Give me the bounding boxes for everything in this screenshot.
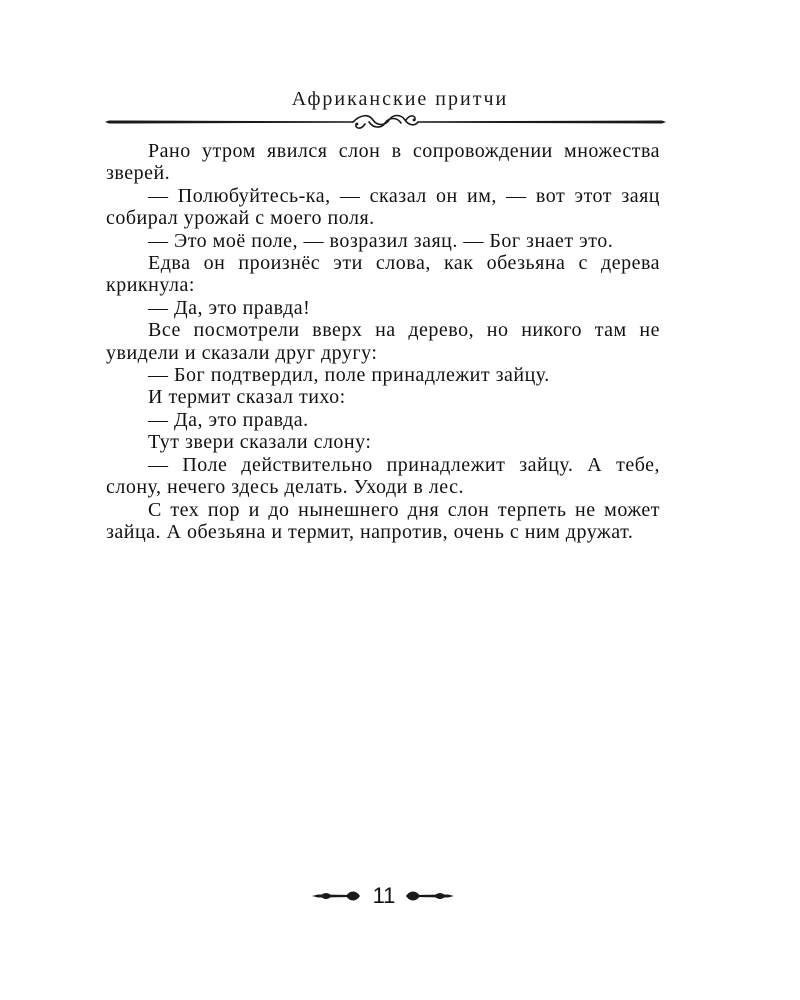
dash-flourish-icon bbox=[404, 885, 456, 907]
story-text bbox=[106, 140, 660, 543]
paragraph: Тут звери сказали слону: bbox=[148, 431, 372, 454]
paragraph: — Это моё поле, — возразил заяц. — Бог знает это. bbox=[148, 229, 614, 252]
dash-flourish-icon bbox=[310, 885, 362, 907]
paragraph: С тех пор и до нынешнего дня слон терпеть не может зайца. А обезьяна и термит, напротив, очень с ним дружат. bbox=[106, 498, 660, 543]
paragraph: — Бог подтвердил, поле принадлежит зайцу. bbox=[148, 364, 550, 387]
paragraph: — Полюбуйтесь-ка, — сказал он им, — вот этот заяц собирал урожай с моего поля. bbox=[106, 184, 660, 230]
paragraph: Все посмотрели вверх на дерево, но никого там не увидели и сказали друг другу: bbox=[106, 319, 660, 364]
paragraph: — Поле действительно принадлежит зайцу. А тебе, слону, нечего здесь делать. Уходи в лес. bbox=[106, 453, 660, 499]
running-head-title: Африканские притчи bbox=[291, 88, 509, 110]
page-folio bbox=[0, 881, 800, 913]
page-number: 11 bbox=[372, 883, 396, 908]
paragraph: — Да, это правда! bbox=[148, 296, 311, 319]
paragraph: И термит сказал тихо: bbox=[148, 386, 346, 409]
scroll-flourish-icon bbox=[103, 110, 668, 134]
paragraph: — Да, это правда. bbox=[148, 408, 309, 431]
paragraph: Едва он произнёс эти слова, как обезьяна с дерева крикнула: bbox=[106, 252, 660, 297]
paragraph: Рано утром явился слон в сопровождении множества зверей. bbox=[106, 140, 660, 185]
